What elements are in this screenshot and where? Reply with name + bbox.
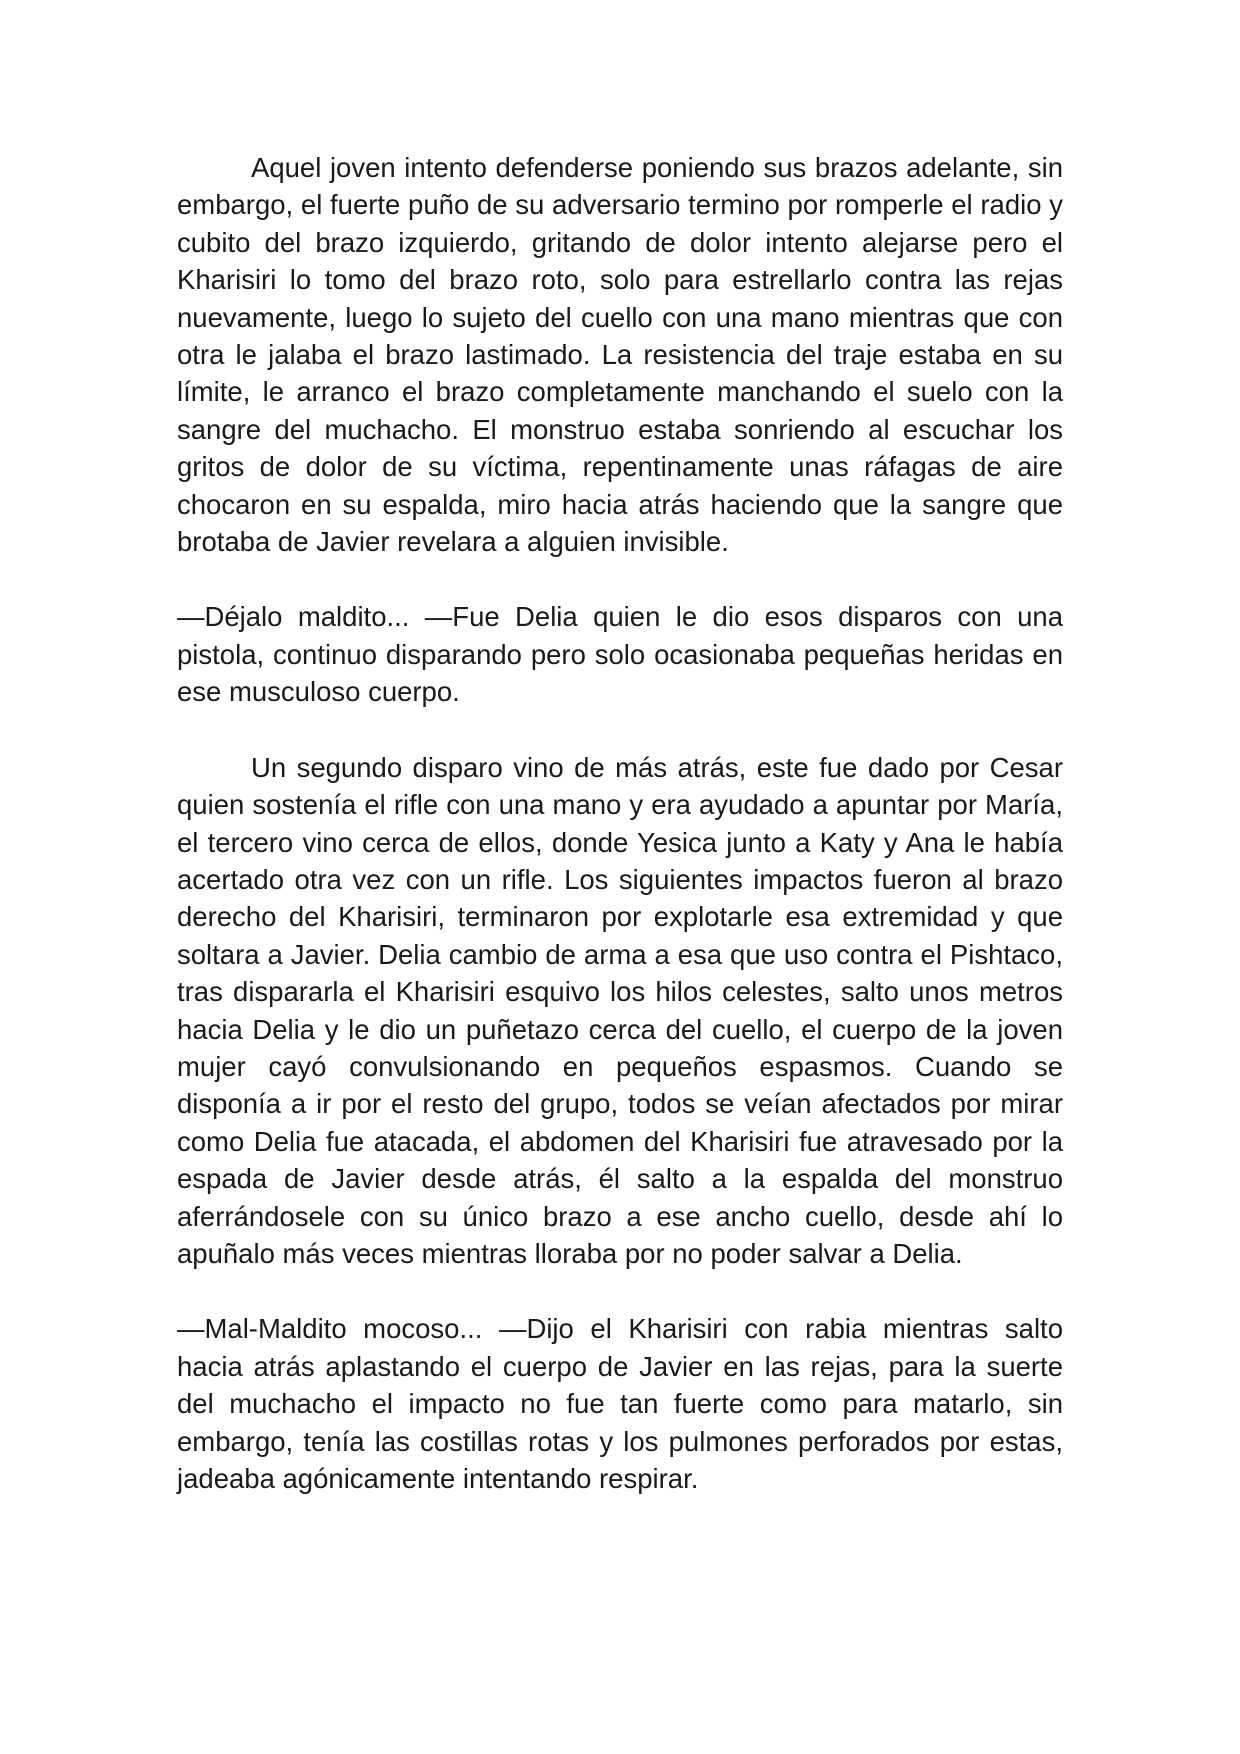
paragraph-4: —Mal-Maldito mocoso... —Dijo el Kharisiri con rabia mientras salto hacia atrás aplastando el cuerpo de Javier en las rejas, para la suerte del muchacho el impacto no fue tan fuerte como para matarlo, sin embargo, tenía las costillas rotas y los pulmones perforados por estas, jadeaba agónicamente intentando respirar. <box>177 1313 1063 1494</box>
paragraph-1: Aquel joven intento defenderse poniendo sus brazos adelante, sin embargo, el fuerte puño de su adversario termino por romperle el radio y cubito del brazo izquierdo, gritando de dolor intento alejarse pero el Kharisiri lo tomo del brazo roto, solo para estrellarlo contra las rejas nuevamente, luego lo sujeto del cuello con una mano mientras que con otra le jalaba el brazo lastimado. La resistencia del traje estaba en su límite, le arranco el brazo completamente manchando el suelo con la sangre del muchacho. El monstruo estaba sonriendo al escuchar los gritos de dolor de su víctima, repentinamente unas ráfagas de aire chocaron en su espalda, miro hacia atrás haciendo que la sangre que brotaba de Javier revelara a alguien invisible. <box>177 152 1063 558</box>
document-page <box>177 149 1063 1535</box>
paragraph-3: Un segundo disparo vino de más atrás, este fue dado por Cesar quien sostenía el rifle con una mano y era ayudado a apuntar por María, el tercero vino cerca de ellos, donde Yesica junto a Katy y Ana le había acertado otra vez con un rifle. Los siguientes impactos fueron al brazo derecho del Kharisiri, terminaron por explotarle esa extremidad y que soltara a Javier. Delia cambio de arma a esa que uso contra el Pishtaco, tras dispararla el Kharisiri esquivo los hilos celestes, salto unos metros hacia Delia y le dio un puñetazo cerca del cuello, el cuerpo de la joven mujer cayó convulsionando en pequeños espasmos. Cuando se disponía a ir por el resto del grupo, todos se veían afectados por mirar como Delia fue atacada, el abdomen del Kharisiri fue atravesado por la espada de Javier desde atrás, él salto a la espalda del monstruo aferrándosele con su único brazo a ese ancho cuello, desde ahí lo apuñalo más veces mientras lloraba por no poder salvar a Delia. <box>177 751 1063 1269</box>
paragraph-2: —Déjalo maldito... —Fue Delia quien le dio esos disparos con una pistola, continuo disparando pero solo ocasionaba pequeñas heridas en ese musculoso cuerpo. <box>177 601 1063 708</box>
